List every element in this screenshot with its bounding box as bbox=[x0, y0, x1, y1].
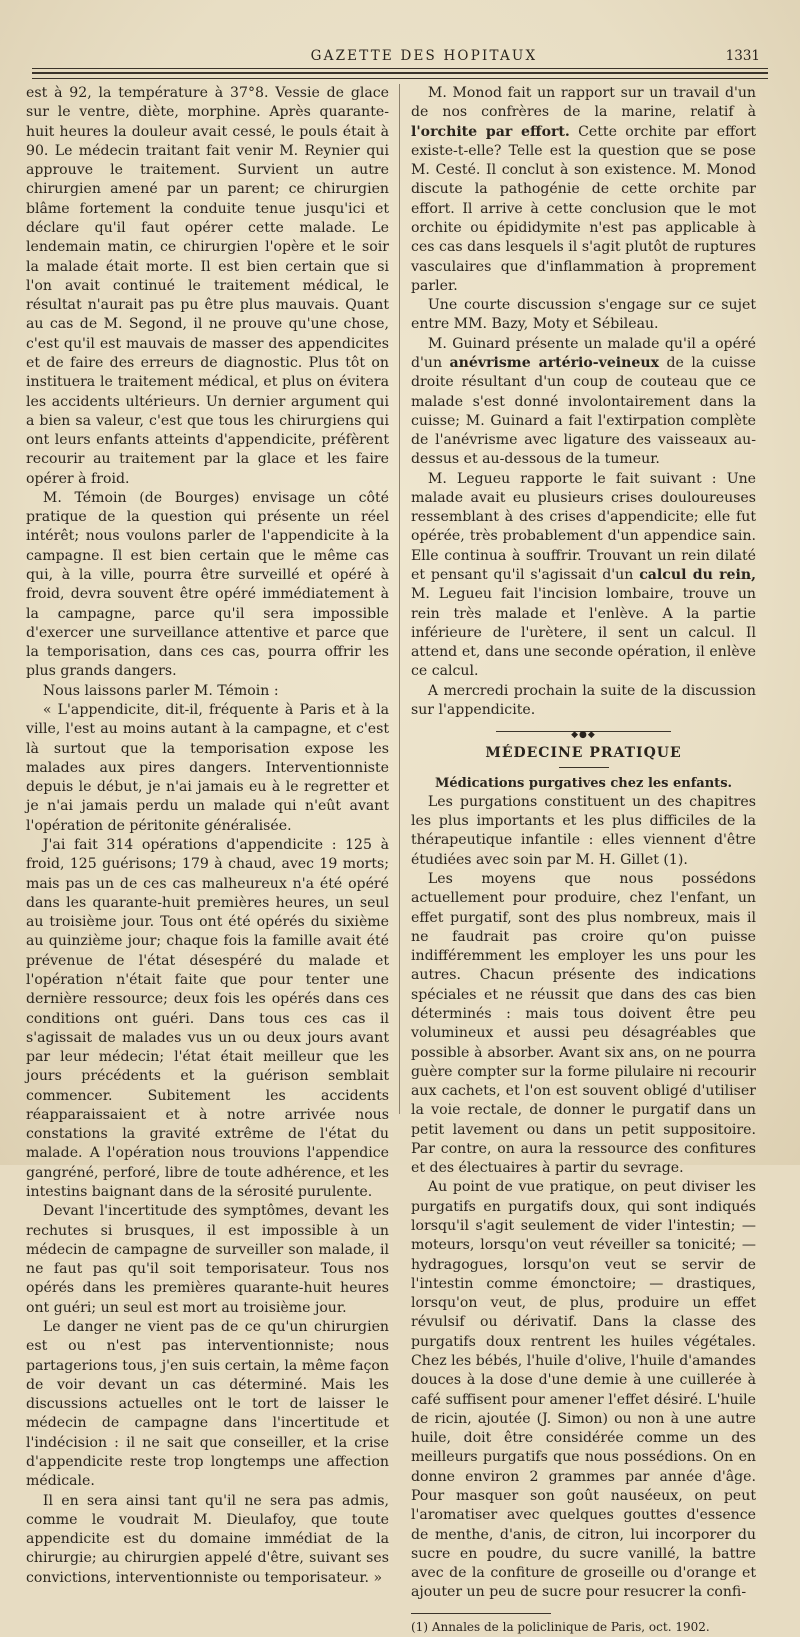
bold-term: l'orchite par effort. bbox=[411, 123, 570, 140]
text-run: M. Legueu rapporte le fait suivant : Une malade avait eu plusieurs crises douloureuses ressemblant à des crises d'appendicite; elle fut opérée, très probablement d'un appendice sain. Elle continua à souffrir. Trouvant un rein dilaté et pensant qu'il s'agissait d'un bbox=[411, 470, 756, 584]
column-divider bbox=[399, 84, 400, 1114]
paragraph: « L'appendicite, dit-il, fréquente à Paris et à la ville, l'est au moins autant à la campagne, et c'est là surtout que la temporisation expose les malades aux pires dangers. Interventionniste depuis le début, je n'ai jamais eu à le regretter et je n'ai jamais perdu un malade qui n'eût avant l'opération de péritonite généralisée. bbox=[26, 702, 389, 834]
journal-title: GAZETTE DES HOPITAUX bbox=[310, 48, 538, 64]
paragraph: Une courte discussion s'engage sur ce sujet entre MM. Bazy, Moty et Sébileau. bbox=[411, 297, 756, 333]
paragraph: Il en sera ainsi tant qu'il ne sera pas admis, comme le voudrait M. Dieulafoy, que toute appendicite est du domaine immédiat de la chirurgie; au chirurgien appelé d'être, suivant ses convictions, interventionniste ou temporisateur. » bbox=[26, 1492, 389, 1586]
paragraph: Nous laissons parler M. Témoin : bbox=[42, 682, 279, 699]
paragraph: J'ai fait 314 opérations d'appendicite : 125 à froid, 125 guérisons; 179 à chaud, avec 19 morts; mais pas un de ces cas malheureux n'a été opéré dans les quarante-huit premières heures, un seul au troisième jour. Tous ont été opérés du sixième au quinzième jour; chaque fois la famille avait été prévenue de l'état désespéré du malade et l'opération n'était faite que pour tenter une dernière ressource; deux fois les opérés dans ces conditions ont guéri. Dans tous ces cas il s'agissait de malades vus un ou deux jours avant par leur médecin; l'état était meilleur que les jours précédents et la guérison semblait commencer. Subitement les accidents réapparaissaient et à notre arrivée nous constations la gravité extrême de l'état du malade. A l'opération nous trouvions l'appendice gangréné, perforé, libre de toute adhérence, et les intestins baignant dans de la sérosité purulente. bbox=[26, 836, 389, 1201]
footnote-rule bbox=[411, 1613, 551, 1614]
paragraph bbox=[411, 335, 756, 470]
left-column bbox=[26, 84, 389, 1588]
heading-rule bbox=[559, 767, 609, 768]
text-run: de la cuisse droite résultant d'un coup de couteau que ce malade s'est donné involontairement dans la cuisse; M. Guinard a fait l'extirpation complète de l'anévrisme avec ligature des vaisseaux au-dessus et au-dessous de la tumeur. bbox=[411, 354, 757, 468]
text-run: M. Legueu fait l'incision lombaire, trouve un rein très malade et l'enlève. A la partie inférieure de l'urètere, il sent un calcul. Il attend et, dans une seconde opération, il enlève ce calcul. bbox=[411, 586, 756, 680]
page-number: 1331 bbox=[725, 48, 760, 64]
text-run: M. Guinard présente un malade qu'il a opéré d'un bbox=[411, 335, 756, 371]
paragraph bbox=[411, 470, 756, 682]
paragraph: Les moyens que nous possédons actuellement pour produire, chez l'enfant, un effet purgatif, sont des plus nombreux, mais il ne faudrait pas croire qu'on puisse indifféremment les employer les uns pour les autres. Chacun présente des indications spéciales et ne réussit que dans des cas bien déterminés : mais tous doivent être peu volumineux et aussi peu désagréables que possible à absorber. Avant six ans, on ne pourra guère compter sur la forme pilulaire ni recourir aux cachets, et l'on est souvent obligé d'utiliser la voie rectale, de donner le purgatif dans un petit lavement ou dans un petit suppositoire. Par contre, on aura la ressource des confitures et des électuaires à partir du sevrage. bbox=[411, 870, 756, 1177]
article-subheading: Médications purgatives chez les enfants. bbox=[434, 775, 733, 791]
header-rule-thick bbox=[32, 72, 768, 74]
footnote: (1) Annales de la policlinique de Paris, oct. 1902. bbox=[411, 1619, 710, 1634]
header-rule-lower bbox=[32, 78, 768, 79]
bold-term: calcul du rein, bbox=[639, 567, 756, 584]
paragraph: Devant l'incertitude des symptômes, devant les rechutes si brusques, il est impossible à un médecin de campagne de surveiller son malade, il ne faut pas qu'il soit temporisateur. Tous nos opérés dans les premières quarante-huit heures ont guéri; un seul est mort au troisième jour. bbox=[26, 1203, 389, 1316]
paragraph: A mercredi prochain la suite de la discussion sur l'appendicite. bbox=[411, 682, 756, 718]
right-column bbox=[411, 84, 756, 1637]
paragraph bbox=[411, 84, 756, 296]
section-heading: MÉDECINE PRATIQUE bbox=[485, 745, 682, 762]
text-run: M. Monod fait un rapport sur un travail d'un de nos confrères de la marine, relatif à bbox=[411, 85, 756, 121]
header-rule bbox=[32, 68, 768, 69]
paragraph: M. Témoin (de Bourges) envisage un côté pratique de la question qui présente un réel intérêt; nous voulons parler de l'appendicite à la campagne. Il est bien certain que le même cas qui, à la ville, pourra être surveillé et opéré à froid, devra souvent être opéré immédiatement à la campagne, parce qu'il sera impossible d'exercer une surveillance attentive et parce que la temporisation, dans ces cas, pourra offrir les plus grands dangers. bbox=[26, 489, 389, 680]
paragraph: Le danger ne vient pas de ce qu'un chirurgien est ou n'est pas interventionniste; nous partagerions tous, j'en suis certain, la même façon de voir devant un cas déterminé. Mais les discussions actuelles ont le tort de laisser le médecin de campagne dans l'incertitude et l'indécision : il ne sait que conseiller, et la crise d'appendicite reste trop longtemps une affection médicale. bbox=[26, 1319, 389, 1490]
section-separator bbox=[411, 726, 756, 741]
paragraph: Au point de vue pratique, on peut diviser les purgatifs en purgatifs doux, qui sont indiqués lorsqu'il s'agit seulement de vider l'intestin; — moteurs, lorsqu'on veut réveiller sa tonicité; — hydragogues, lorsqu'on veut se servir de l'intestin comme émonctoire; — drastiques, lorsqu'on veut, de plus, produire un effet révulsif ou dérivatif. Dans la classe des purgatifs doux rentrent les huiles végétales. Chez les bébés, l'huile d'olive, l'huile d'amandes douces à la dose d'une demie à une cuillerée à café suffisent pour amener l'effet désiré. L'huile de ricin, ajoutée (J. Simon) ou non à une autre huile, doit être considérée comme un des meilleurs purgatifs que nous possédions. On en donne environ 2 grammes par année d'âge. Pour masquer son goût nauséeux, on peut l'aromatiser avec quelques gouttes d'essence de menthe, d'anis, de citron, lui incorporer du sucre en poudre, du sucre vanillé, la battre avec de la confiture de groseille ou d'orange et ajouter un peu de sucre pour resucrer la confi- bbox=[411, 1179, 756, 1601]
page-header bbox=[80, 44, 768, 66]
text-run: Cette orchite par effort existe-t-elle? Telle est la question que se pose M. Cesté. Il conclut à son existence. M. Monod discute la pathogénie de cette orchite par effort. Il arrive à cette conclusion que le mot orchite ou épididymite n'est pas applicable à ces cas dans lesquels il s'agit plutôt de ruptures vasculaires que d'inflammation à proprement parler. bbox=[411, 123, 756, 294]
bold-term: anévrisme artério-veineux bbox=[449, 354, 660, 371]
paragraph: Les purgations constituent un des chapitres les plus importants et les plus difficiles de la thérapeutique infantile : elles viennent d'être étudiées avec soin par M. H. Gillet (1). bbox=[411, 793, 756, 868]
ornament-icon: ◆●◆ bbox=[571, 730, 596, 741]
paragraph: est à 92, la température à 37°8. Vessie de glace sur le ventre, diète, morphine. Après quarante-huit heures la douleur avait cessé, le pouls était à 90. Le médecin traitant fait venir M. Reynier qui approuve le traitement. Survient un autre chirurgien amené par un parent; ce chirurgien blâme fortement la conduite tenue jusqu'ici et déclare qu'il faut opérer cette malade. Le lendemain matin, ce chirurgien l'opère et le soir la malade était morte. Il est bien certain que si l'on avait continué le traitement médical, le résultat n'aurait pas pu être plus mauvais. Quant au cas de M. Segond, il ne prouve qu'une chose, c'est qu'il est mauvais de masser des appendicites et de faire des erreurs de diagnostic. Plus tôt on instituera le traitement médical, et plus on évitera les accidents ultérieurs. Un dernier argument qui a bien sa valeur, c'est que tous les chirurgiens qui ont leurs enfants atteints d'appendicite, préfèrent recourir au traitement par la glace et les faire opérer à froid. bbox=[26, 85, 389, 487]
